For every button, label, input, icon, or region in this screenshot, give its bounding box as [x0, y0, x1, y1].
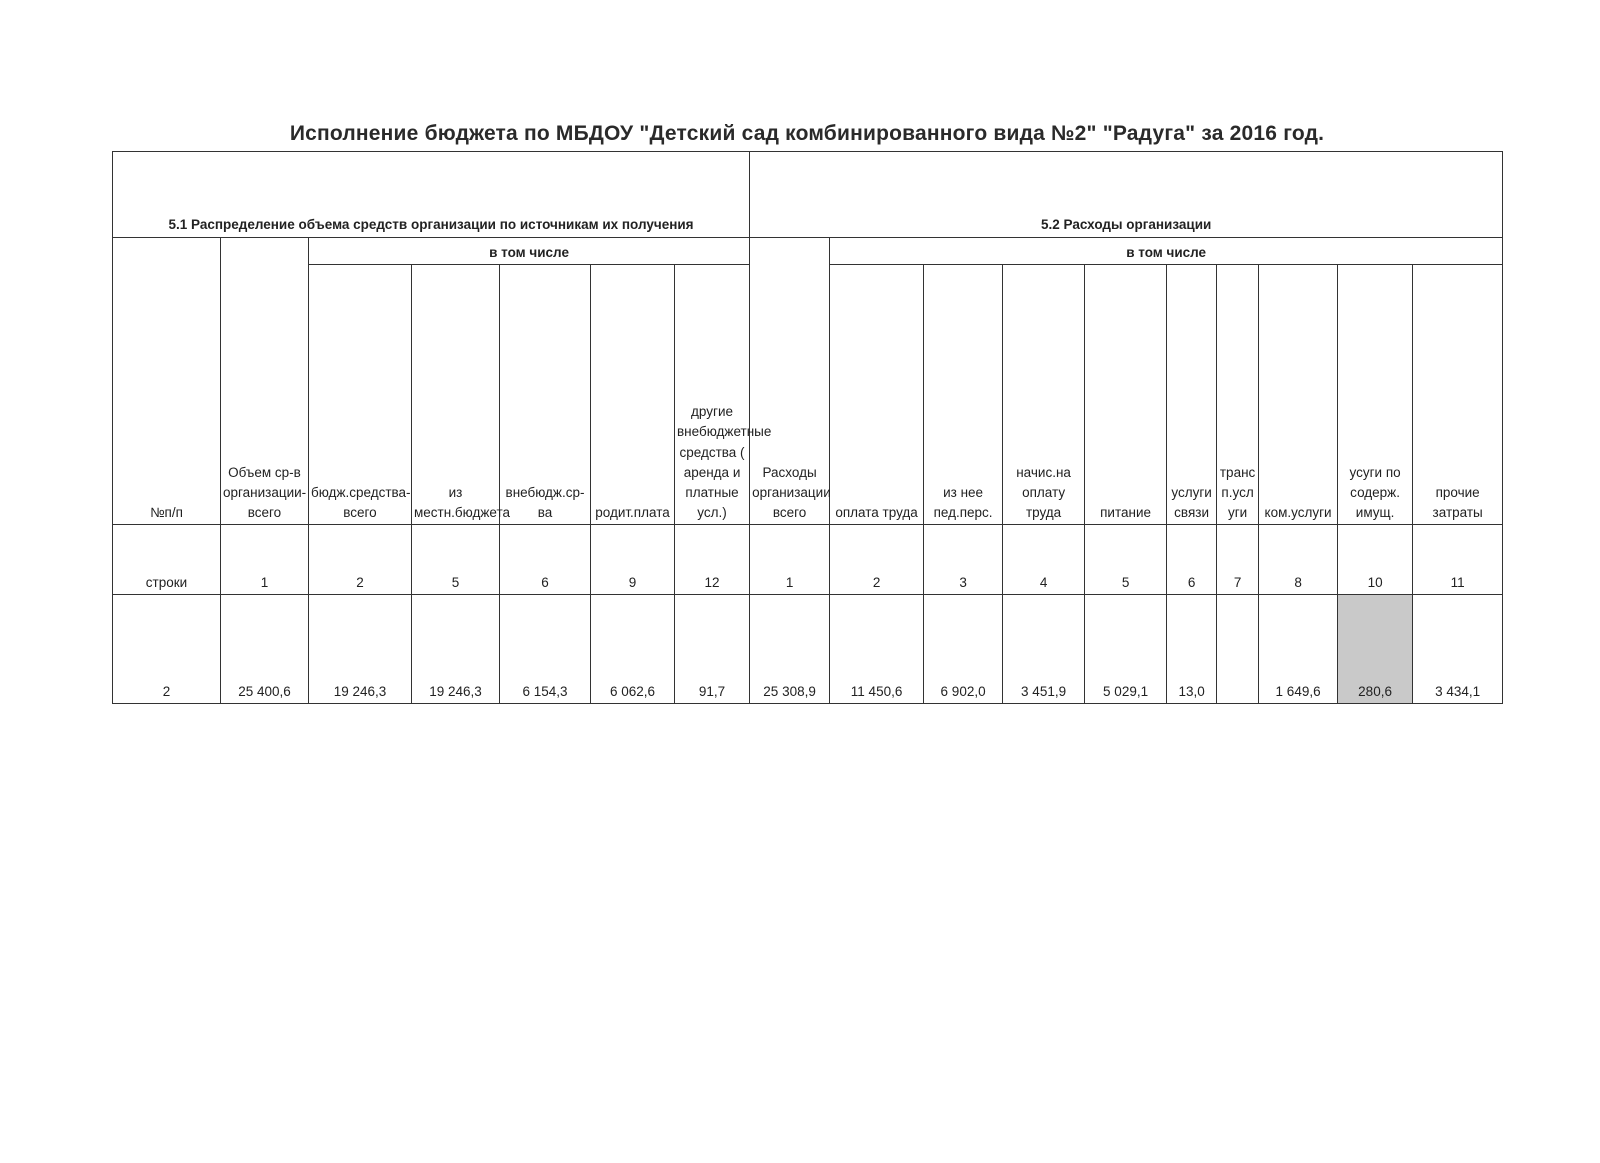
- data-cell-property-maintenance: 280,6: [1338, 595, 1413, 704]
- page-title: Исполнение бюджета по МБДОУ "Детский сад комбинированного вида №2" "Радуга" за 2016 год.: [289, 122, 1325, 145]
- col-header-parent-fee: родит.плата: [591, 264, 675, 524]
- data-cell-other-costs: 3 434,1: [1413, 595, 1503, 704]
- col-number-cell: 11: [1413, 524, 1503, 595]
- col-header-communication: услуги связи: [1167, 264, 1217, 524]
- col-number-cell: 2: [830, 524, 924, 595]
- section-52-title: 5.2 Расходы организации: [750, 152, 1503, 238]
- col-header-property-maintenance: усуги по содерж. имущ.: [1338, 264, 1413, 524]
- data-cell-transport: [1217, 595, 1259, 704]
- data-cell-local-budget: 19 246,3: [412, 595, 500, 704]
- col-header-total-funds: Объем ср-в организации- всего: [221, 237, 309, 524]
- col-number-cell: 12: [675, 524, 750, 595]
- col-number-cell: 2: [309, 524, 412, 595]
- data-cell-wages: 11 450,6: [830, 595, 924, 704]
- data-cell-row-number: 2: [113, 595, 221, 704]
- table-row: [113, 595, 1503, 704]
- col-number-cell: 5: [1085, 524, 1167, 595]
- data-cell-parent-fee: 6 062,6: [591, 595, 675, 704]
- col-number-cell: 5: [412, 524, 500, 595]
- data-cell-extrabudget: 6 154,3: [500, 595, 591, 704]
- col-header-teaching-staff: из нее пед.перс.: [924, 264, 1003, 524]
- col-number-cell: 6: [500, 524, 591, 595]
- data-cell-food: 5 029,1: [1085, 595, 1167, 704]
- data-cell-communication: 13,0: [1167, 595, 1217, 704]
- col-header-local-budget: из местн.бюджета: [412, 264, 500, 524]
- data-cell-utilities: 1 649,6: [1259, 595, 1338, 704]
- data-cell-other-extrabudget: 91,7: [675, 595, 750, 704]
- data-cell-teaching-staff: 6 902,0: [924, 595, 1003, 704]
- col-number-cell: 6: [1167, 524, 1217, 595]
- col-header-utilities: ком.услуги: [1259, 264, 1338, 524]
- col-header-extrabudget: внебюдж.ср-ва: [500, 264, 591, 524]
- col-number-cell: 1: [750, 524, 830, 595]
- budget-table: [112, 151, 1503, 704]
- col-number-cell: 4: [1003, 524, 1085, 595]
- col-number-cell: 8: [1259, 524, 1338, 595]
- col-number-cell: 9: [591, 524, 675, 595]
- col-number-cell: 3: [924, 524, 1003, 595]
- col-header-other-costs: прочие затраты: [1413, 264, 1503, 524]
- col-header-transport: трансп.услуги: [1217, 264, 1259, 524]
- data-cell-budget-funds: 19 246,3: [309, 595, 412, 704]
- col-header-food: питание: [1085, 264, 1167, 524]
- col-header-budget-funds: бюдж.средства-всего: [309, 264, 412, 524]
- col-header-other-extrabudget: другие внебюджетные средства ( аренда и платные усл.): [675, 264, 750, 524]
- col-number-cell: 1: [221, 524, 309, 595]
- data-cell-total-funds: 25 400,6: [221, 595, 309, 704]
- data-cell-total-expenses: 25 308,9: [750, 595, 830, 704]
- col-header-wage-charges: начис.на оплату труда: [1003, 264, 1085, 524]
- section-51-title: 5.1 Распределение объема средств организации по источникам их получения: [113, 152, 750, 238]
- section-51-in-total: в том числе: [309, 237, 750, 264]
- col-number-cell: строки: [113, 524, 221, 595]
- col-number-cell: 10: [1338, 524, 1413, 595]
- col-header-wages: оплата труда: [830, 264, 924, 524]
- section-52-in-total: в том числе: [830, 237, 1503, 264]
- col-header-total-expenses: Расходы организации всего: [750, 237, 830, 524]
- col-number-cell: 7: [1217, 524, 1259, 595]
- col-header-row-number: №п/п: [113, 237, 221, 524]
- data-cell-wage-charges: 3 451,9: [1003, 595, 1085, 704]
